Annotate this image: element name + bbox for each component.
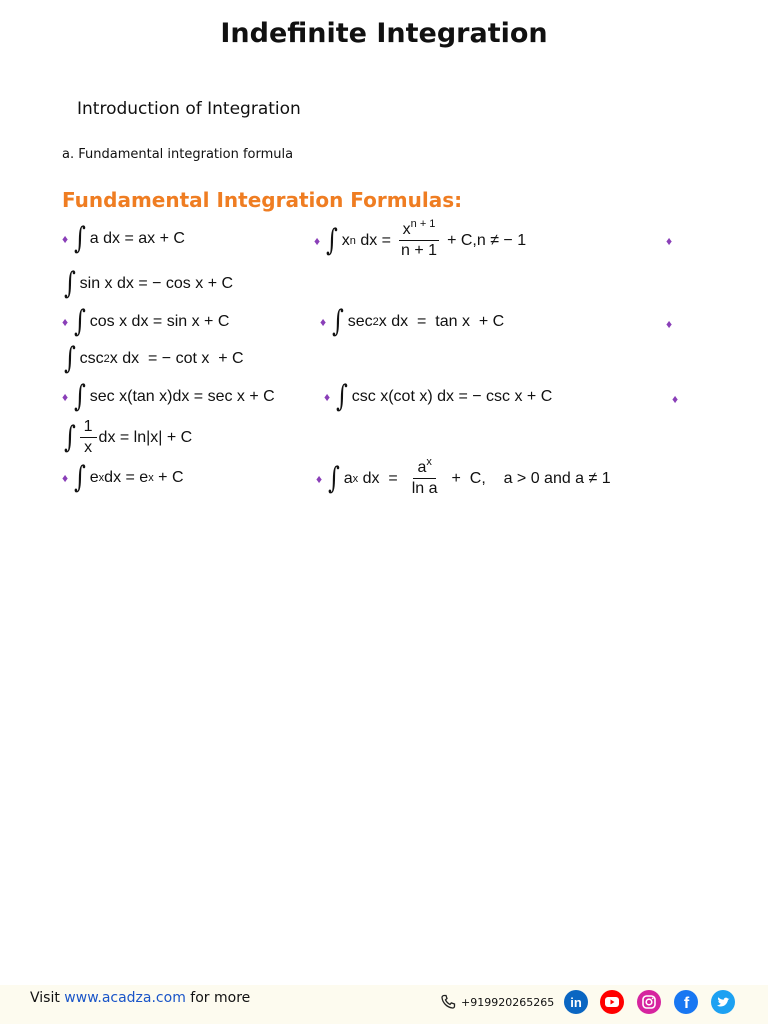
twitter-icon[interactable] [711, 990, 735, 1014]
formula-text: + C [153, 469, 184, 486]
formula-text: sec x(tan x)dx = sec x + C [89, 388, 275, 405]
page-title: Indefinite Integration [220, 18, 548, 49]
fraction-denominator: x [84, 439, 93, 457]
bullet-icon: ♦ [320, 315, 327, 329]
bullet-icon: ♦ [324, 390, 331, 404]
formula-text: csc x(cot x) dx = − csc x + C [351, 388, 553, 405]
phone-contact[interactable] [440, 994, 554, 1010]
formula-csc-squared: ∫ csc 2 x dx = − cot x + C [63, 341, 244, 376]
svg-text:in: in [570, 995, 582, 1010]
formula-csc-cot [324, 379, 553, 414]
integral-sign: ∫ [63, 419, 76, 455]
bullet-icon: ♦ [62, 232, 69, 246]
bullet-icon: ♦ [672, 392, 679, 406]
bullet-icon: ♦ [62, 390, 69, 404]
integral-sign: ∫ [332, 304, 344, 339]
formula-text: + C, a > 0 and a ≠ 1 [451, 469, 611, 487]
linkedin-icon[interactable] [564, 990, 588, 1014]
formula-cosine [62, 304, 230, 339]
formula-text: sin x dx = − cos x + C [79, 275, 234, 292]
integral-sign: ∫ [336, 379, 348, 414]
formula-text: sec [347, 313, 373, 330]
formula-bullet-trailing [666, 317, 676, 331]
formula-text: x [341, 231, 350, 249]
fraction [408, 456, 442, 499]
formula-text: a [343, 469, 353, 487]
footer-more-label: for more [185, 990, 251, 1006]
formula-text: dx = [355, 231, 392, 249]
formula-text: dx = e [104, 469, 149, 486]
bullet-icon: ♦ [666, 234, 673, 248]
bullet-icon: ♦ [314, 233, 321, 248]
facebook-icon[interactable] [674, 990, 698, 1014]
fraction-numerator: 1 [80, 418, 97, 438]
svg-text:f: f [683, 995, 690, 1012]
bullet-icon: ♦ [62, 315, 69, 329]
bullet-icon: ♦ [62, 471, 69, 485]
intro-heading: Introduction of Integration [77, 99, 301, 119]
integral-sign: ∫ [74, 379, 86, 414]
formula-bullet-trailing [666, 234, 676, 248]
integral-sign: ∫ [328, 460, 340, 496]
footer-visit-label: Visit [30, 990, 65, 1006]
fraction [80, 418, 97, 458]
phone-icon [440, 994, 456, 1010]
formula-text: csc [79, 350, 104, 367]
formula-general-exponential: ♦ ∫ a x dx = $\frac{a^x}{\text{ln a}}$ + C, a > 0 and a ≠ 1 [316, 456, 611, 498]
fraction [397, 218, 441, 261]
formula-text: e [89, 469, 99, 486]
phone-number: +919920265265 [461, 995, 555, 1009]
formula-text: a dx = ax + C [89, 230, 185, 247]
integral-sign: ∫ [74, 304, 86, 339]
formula-text: x dx = tan x + C [378, 313, 505, 330]
footer [0, 985, 768, 1024]
formula-text: + C,n ≠ − 1 [447, 231, 527, 249]
instagram-icon[interactable] [637, 990, 661, 1014]
formula-exponential: ♦ ∫ e x dx = e x + C [62, 460, 184, 495]
footer-visit [30, 990, 250, 1006]
formula-sup: n + 1 [410, 218, 436, 230]
integral-sign: ∫ [63, 341, 76, 376]
integral-sign: ∫ [74, 460, 86, 495]
bullet-icon: ♦ [666, 317, 673, 331]
subheading: a. Fundamental integration formula [62, 147, 294, 162]
formula-sup: x [426, 456, 432, 468]
formula-power: ♦ ∫ x n dx = $\frac{x^{n + 1}}{n + 1}$ + C,n ≠ − 1 [314, 218, 527, 260]
youtube-icon[interactable] [600, 990, 624, 1014]
formula-text: cos x dx = sin x + C [89, 313, 230, 330]
formula-sec-squared: ♦ ∫ sec 2 x dx = tan x + C [320, 304, 505, 339]
integral-sign: ∫ [63, 266, 76, 301]
formula-bullet-trailing [672, 392, 682, 406]
formula-sine [62, 266, 234, 301]
formula-reciprocal [62, 418, 192, 458]
formula-constant [62, 221, 185, 256]
fraction-numerator: x [402, 221, 411, 238]
formula-text: dx = [358, 469, 398, 487]
website-link[interactable]: www.acadza.com [64, 990, 186, 1006]
integral-sign: ∫ [74, 221, 86, 256]
fraction-numerator: a [417, 459, 427, 476]
fraction-denominator: ln a [411, 480, 438, 498]
formula-text: dx = ln|x| + C [98, 428, 193, 446]
integral-sign: ∫ [326, 222, 338, 258]
section-heading: Fundamental Integration Formulas: [62, 188, 463, 212]
bullet-icon: ♦ [316, 471, 323, 486]
fraction-denominator: n + 1 [401, 242, 438, 260]
formula-sec-tan [62, 379, 275, 414]
formula-text: x dx = − cot x + C [109, 350, 244, 367]
